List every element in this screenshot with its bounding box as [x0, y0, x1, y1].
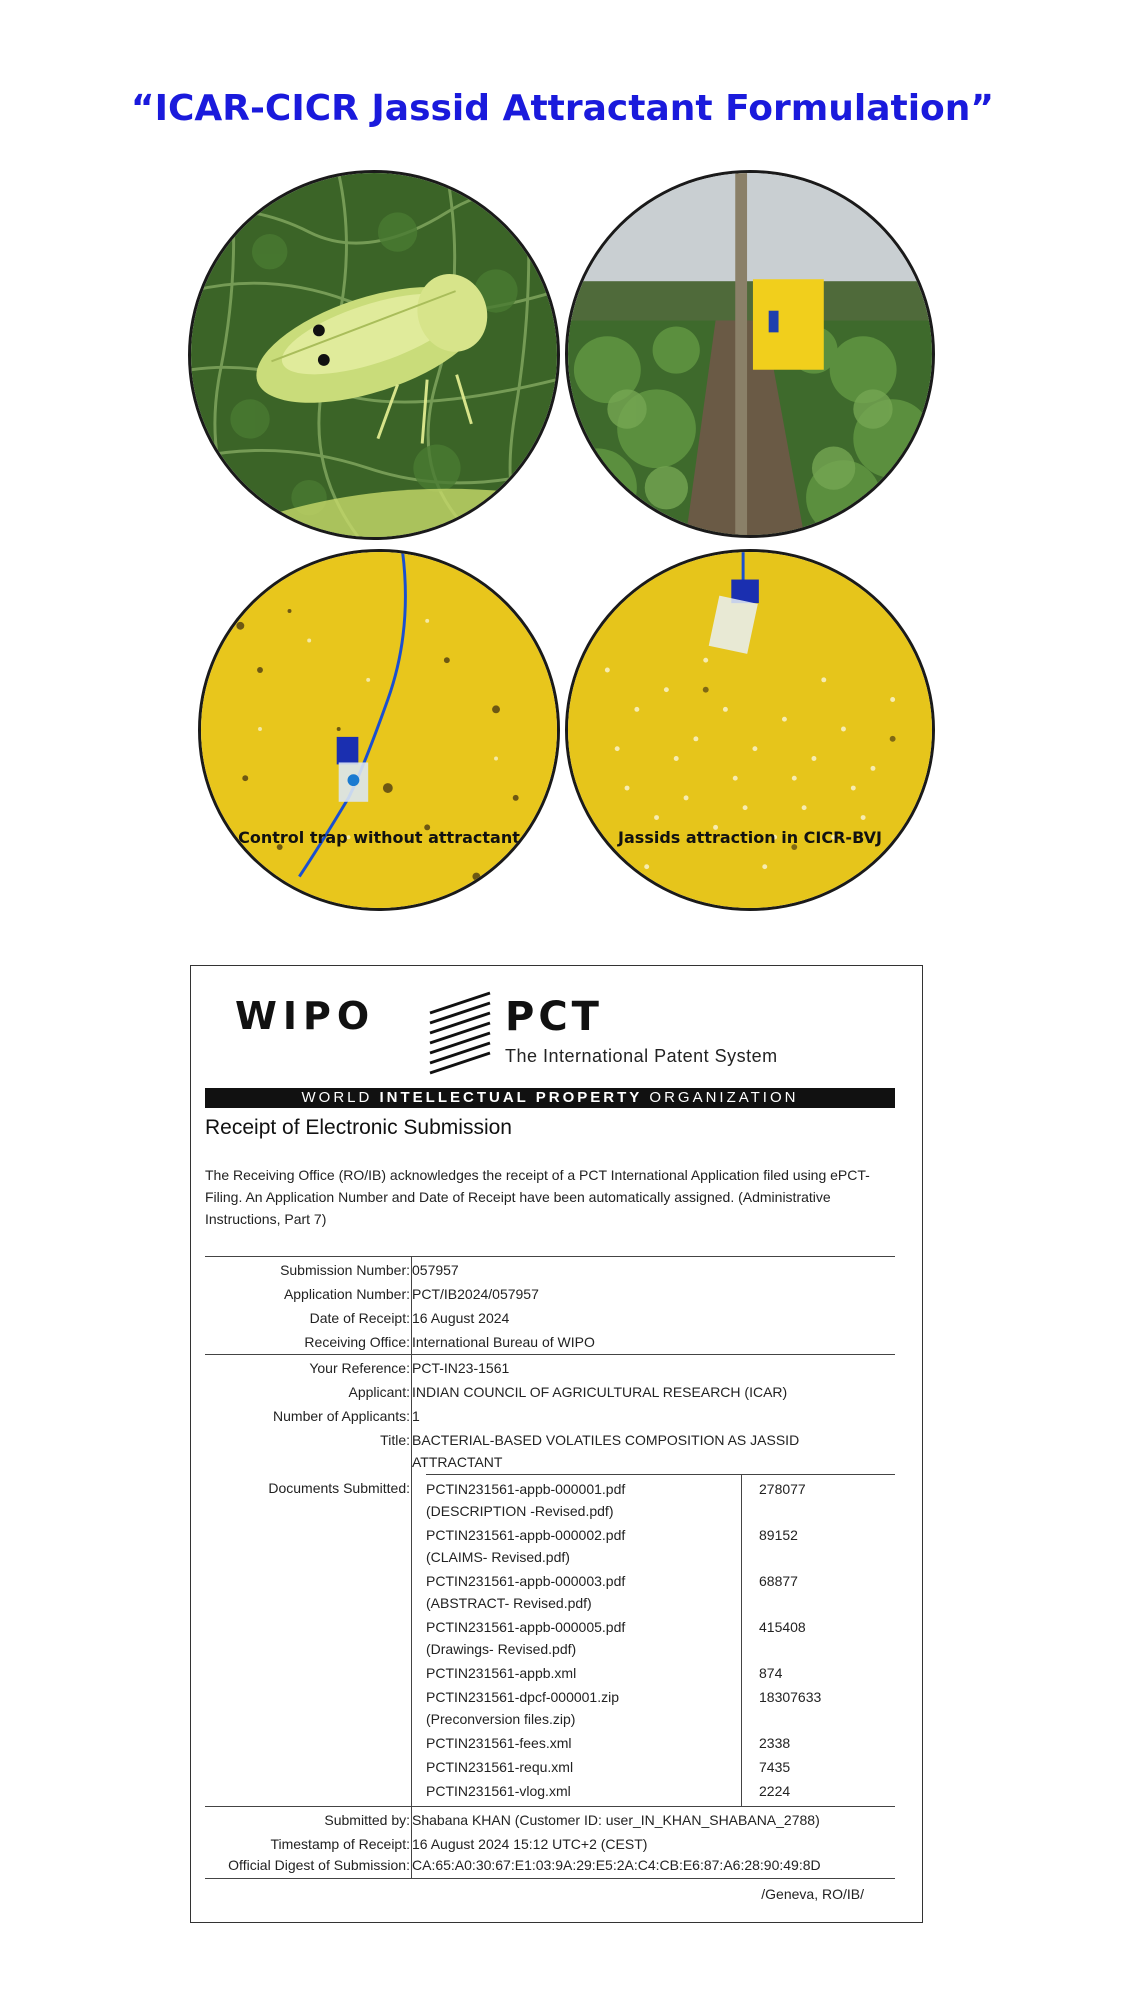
submission-row: [205, 1854, 895, 1876]
document-name: PCTIN231561-dpcf-000001.zip: [426, 1689, 620, 1705]
document-size: 2224: [759, 1783, 791, 1799]
document-size: 7435: [759, 1759, 791, 1775]
document-size: 2338: [759, 1735, 791, 1751]
document-subname: (DESCRIPTION -Revised.pdf): [426, 1503, 614, 1519]
field-row: [205, 1380, 895, 1404]
field-label: Application Number:: [283, 1286, 410, 1302]
document-name: PCTIN231561-requ.xml: [426, 1759, 574, 1775]
document-name: PCTIN231561-fees.xml: [426, 1735, 572, 1751]
field-label: Number of Applicants:: [273, 1408, 410, 1424]
field-row: [205, 1428, 895, 1452]
field-value: PCT-IN23-1561: [412, 1360, 510, 1376]
document-size: 18307633: [759, 1689, 822, 1705]
field-value: 16 August 2024: [412, 1310, 510, 1326]
field-label: Date of Receipt:: [309, 1310, 410, 1326]
bvj-trap-caption: Jassids attraction in CICR-BVJ: [618, 828, 882, 847]
field-trap-photo: [565, 170, 935, 538]
wipo-wordmark: WIPO: [235, 994, 376, 1038]
submission-row: [205, 1808, 895, 1832]
field-value: PCT/IB2024/057957: [412, 1286, 539, 1302]
document-size: 278077: [759, 1481, 806, 1497]
jassid-photo: [188, 170, 560, 540]
field-trap-image: [568, 173, 932, 535]
field-label: Your Reference:: [309, 1360, 410, 1376]
field-row: [205, 1404, 895, 1428]
bvj-trap-image: [568, 552, 932, 908]
document-name: PCTIN231561-vlog.xml: [426, 1783, 571, 1799]
submission-label: Submitted by:: [324, 1812, 410, 1828]
field-value: 057957: [412, 1262, 459, 1278]
field-value: INDIAN COUNCIL OF AGRICULTURAL RESEARCH (ICAR): [412, 1384, 788, 1400]
field-value: ATTRACTANT: [412, 1454, 503, 1470]
document-name: PCTIN231561-appb-000002.pdf: [426, 1527, 626, 1543]
document-subname: (Drawings- Revised.pdf): [426, 1641, 577, 1657]
bvj-trap-photo: [565, 549, 935, 911]
wipo-globe-icon: [425, 988, 495, 1078]
document-subname: (CLAIMS- Revised.pdf): [426, 1549, 570, 1565]
documents-label: Documents Submitted:: [268, 1480, 410, 1496]
submission-row: [205, 1832, 895, 1856]
field-row: [205, 1330, 895, 1354]
document-size: 68877: [759, 1573, 798, 1589]
receipt-heading: Receipt of Electronic Submission: [205, 1116, 512, 1139]
field-row: [205, 1258, 895, 1282]
document-size: 415408: [759, 1619, 806, 1635]
page-title: “ICAR-CICR Jassid Attractant Formulation”: [130, 88, 995, 129]
field-value: International Bureau of WIPO: [412, 1334, 595, 1350]
wipo-pct-logo: [205, 994, 895, 1074]
size-column-divider: [741, 1474, 742, 1806]
submission-value: CA:65:A0:30:67:E1:03:9A:29:E5:2A:C4:CB:E6:87:A6:28:90:49:8D: [412, 1857, 821, 1873]
field-label: Title:: [380, 1432, 410, 1448]
field-value: BACTERIAL-BASED VOLATILES COMPOSITION AS JASSID: [412, 1432, 800, 1448]
org-band-pre: WORLD: [301, 1089, 373, 1106]
document-name: PCTIN231561-appb-000001.pdf: [426, 1481, 626, 1497]
column-divider: [411, 1256, 412, 1878]
pct-wordmark: PCT: [505, 994, 603, 1040]
field-row: [205, 1282, 895, 1306]
submission-label: Timestamp of Receipt:: [270, 1836, 410, 1852]
document-name: PCTIN231561-appb-000003.pdf: [426, 1573, 626, 1589]
submission-label: Official Digest of Submission:: [228, 1857, 410, 1873]
organization-band: [205, 1088, 895, 1108]
field-label: Receiving Office:: [304, 1334, 410, 1350]
receipt-intro: The Receiving Office (RO/IB) acknowledges the receipt of a PCT International Application filed using ePCT-Filing. An Application Number and Date of Receipt have been automatically assigned. (Administrative Instructions, Part 7): [205, 1167, 870, 1227]
org-band-post: ORGANIZATION: [649, 1089, 799, 1106]
field-value: 1: [412, 1408, 420, 1424]
receipt-location: /Geneva, RO/IB/: [761, 1886, 864, 1902]
field-row: [205, 1306, 895, 1330]
divider: [205, 1806, 895, 1807]
documents-table: [205, 1476, 895, 1806]
submission-value: 16 August 2024 15:12 UTC+2 (CEST): [412, 1836, 648, 1852]
document-name: PCTIN231561-appb.xml: [426, 1665, 577, 1681]
document-size: 89152: [759, 1527, 798, 1543]
wipo-receipt: [190, 965, 923, 1923]
control-trap-caption: Control trap without attractant: [238, 828, 520, 847]
field-row-continuation: [205, 1450, 895, 1474]
submission-value: Shabana KHAN (Customer ID: user_IN_KHAN_SHABANA_2788): [412, 1812, 820, 1828]
document-subname: (ABSTRACT- Revised.pdf): [426, 1595, 592, 1611]
jassid-leaf-image: [191, 173, 557, 537]
control-trap-photo: [198, 549, 560, 911]
org-band-bold: INTELLECTUAL PROPERTY: [379, 1089, 643, 1106]
control-trap-image: [201, 552, 557, 908]
field-row: [205, 1356, 895, 1380]
field-label: Submission Number:: [280, 1262, 410, 1278]
document-name: PCTIN231561-appb-000005.pdf: [426, 1619, 626, 1635]
divider: [205, 1256, 895, 1257]
field-label: Applicant:: [348, 1384, 410, 1400]
divider: [426, 1474, 895, 1475]
divider: [205, 1354, 895, 1355]
pct-tagline: The International Patent System: [505, 1046, 778, 1066]
document-size: 874: [759, 1665, 783, 1681]
document-subname: (Preconversion files.zip): [426, 1711, 576, 1727]
divider: [205, 1878, 895, 1879]
